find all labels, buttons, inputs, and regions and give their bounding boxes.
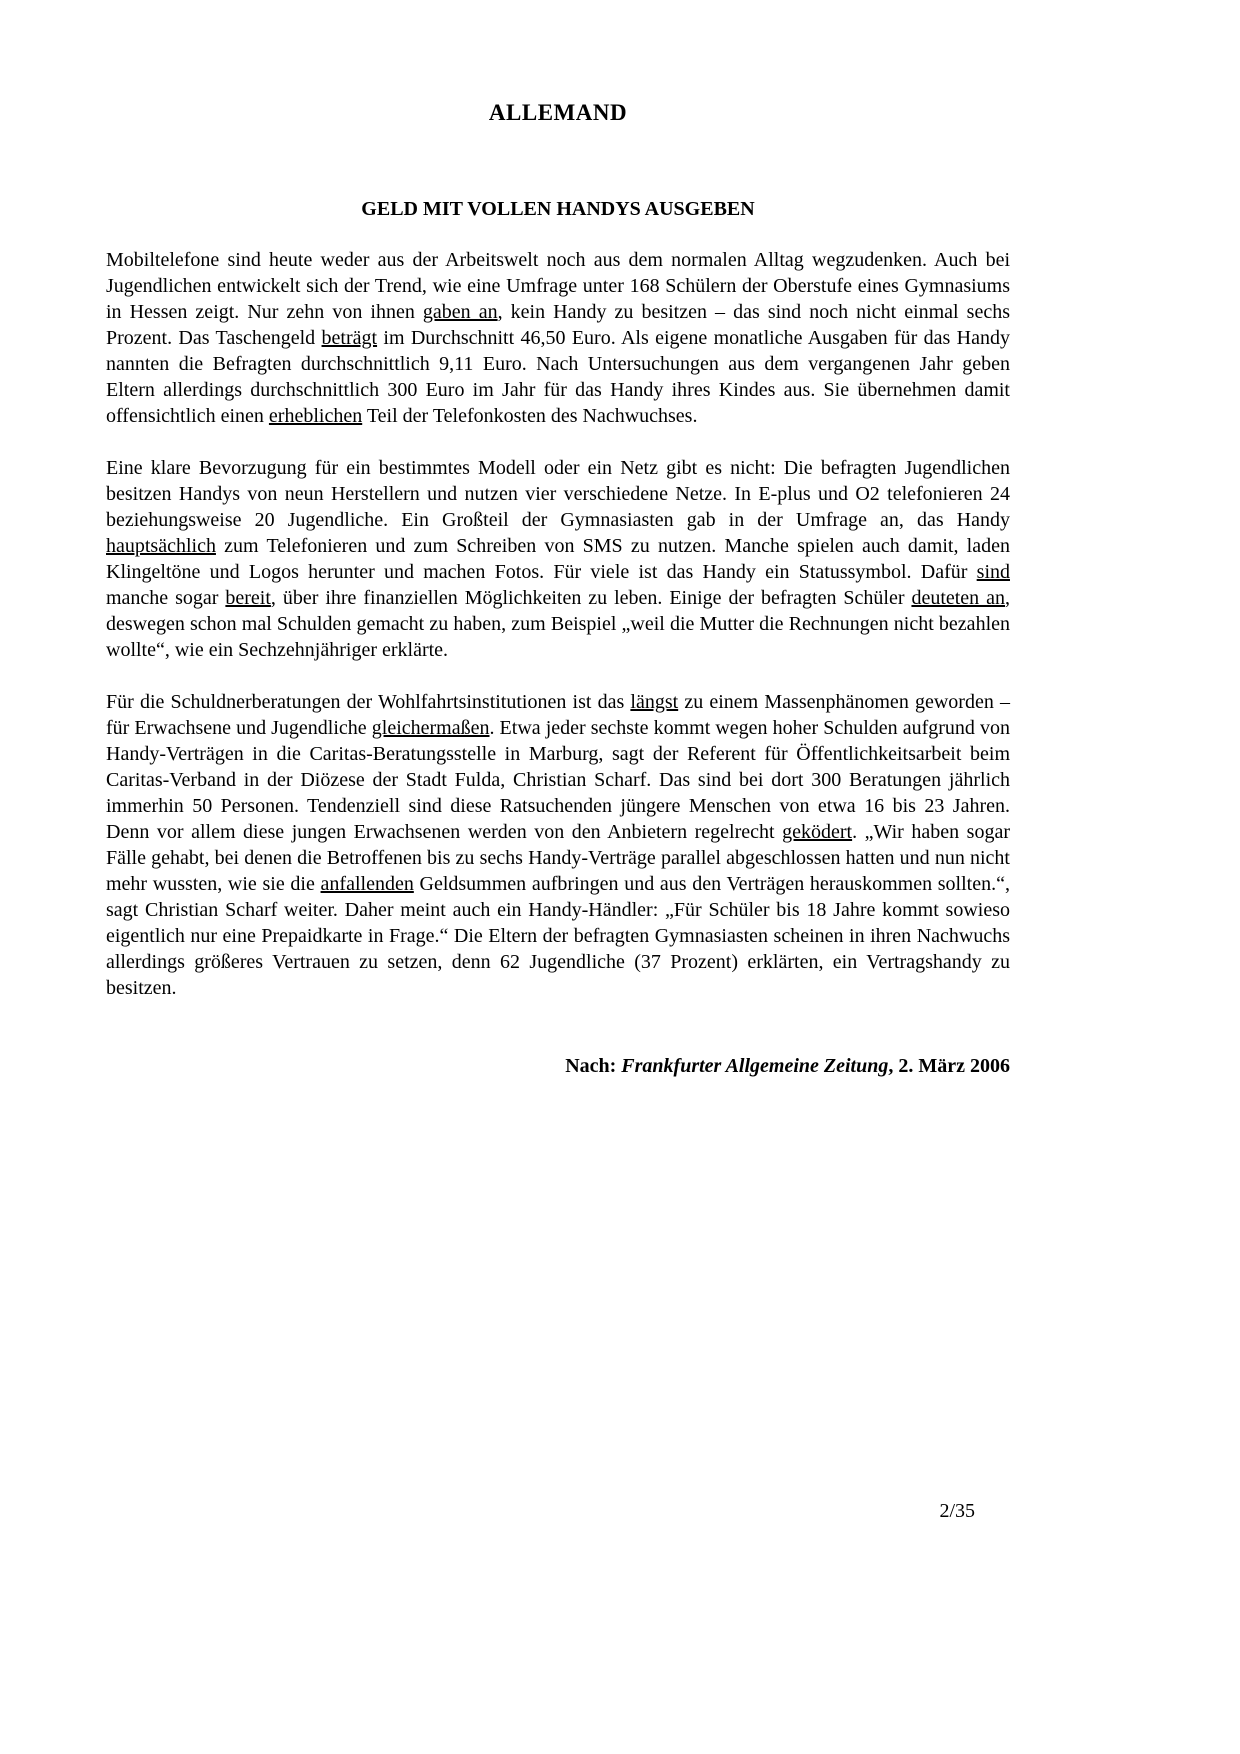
- underlined-term: sind: [976, 561, 1010, 583]
- text-segment: , über ihre finanziellen Möglichkeiten zu leben. Einige der befragten Schüler: [270, 587, 912, 609]
- text-segment: Teil der Telefonkosten des Nachwuchses.: [362, 405, 698, 427]
- paragraph: [106, 689, 1010, 1001]
- text-segment: zum Telefonieren und zum Schreiben von SMS zu nutzen. Manche spielen auch damit, laden Klingeltöne und Logos herunter und machen Fotos. Für viele ist das Handy ein Statussymbol. Dafür: [106, 535, 1010, 583]
- underlined-term: gaben an: [422, 301, 498, 323]
- underlined-term: beträgt: [321, 327, 378, 349]
- underlined-term: bereit: [225, 587, 271, 609]
- source-attribution: [106, 1053, 1010, 1079]
- page-number: 2/35: [939, 1500, 975, 1522]
- text-segment: Geldsummen aufbringen und aus den Verträgen herauskommen sollten.“, sagt Christian Scharf weiter. Daher meint auch ein Handy-Händler: „Für Schüler bis 18 Jahre kommt sowieso eigentlich nur eine Prepaidkarte in Frage.“ Die Eltern der befragten Gymnasiasten scheinen in ihren Nachwuchs allerdings größeres Vertrauen zu setzen, denn 62 Jugendliche (37 Prozent) erklärten, ein Vertragshandy zu besitzen.: [106, 873, 1010, 999]
- page-title: ALLEMAND: [488, 100, 628, 125]
- underlined-term: deuteten an: [911, 587, 1005, 609]
- text-segment: . Etwa jeder sechste kommt wegen hoher Schulden aufgrund von Handy-Verträgen in die Caritas-Beratungsstelle in Marburg, sagt der Referent für Öffentlichkeitsarbeit beim Caritas-Verband in der Diözese der Stadt Fulda, Christian Scharf. Das sind bei dort 300 Beratungen jährlich immerhin 50 Personen. Tendenziell sind diese Ratsuchenden jüngere Menschen von etwa 16 bis 23 Jahren. Denn vor allem diese jungen Erwachsenen werden von den Anbietern regelrecht: [106, 717, 1010, 843]
- text-segment: zu einem Massenphänomen geworden – für Erwachsene und Jugendliche: [106, 691, 1010, 739]
- text-segment: , kein Handy zu besitzen – das sind noch nicht einmal sechs Prozent. Das Taschengeld: [106, 301, 1010, 349]
- underlined-term: geködert: [782, 821, 853, 843]
- text-segment: Für die Schuldnerberatungen der Wohlfahrtsinstitutionen ist das: [106, 691, 631, 713]
- text-segment: im Durchschnitt 46,50 Euro. Als eigene monatliche Ausgaben für das Handy nannten die Befragten durchschnittlich 9,11 Euro. Nach Untersuchungen aus dem vergangenen Jahr geben Eltern allerdings durchschnittlich 300 Euro im Jahr für das Handy ihres Kindes aus. Sie übernehmen damit offensichtlich einen: [106, 327, 1010, 427]
- text-segment: Eine klare Bevorzugung für ein bestimmtes Modell oder ein Netz gibt es nicht: Die befragten Jugendlichen besitzen Handys von neun Herstellern und nutzen vier verschiedene Netze. In E-plus und O2 telefonieren 24 beziehungsweise 20 Jugendliche. Ein Großteil der Gymnasiasten gab in der Umfrage an, das Handy: [106, 457, 1010, 531]
- article-body: [106, 247, 1010, 1001]
- text-segment: Mobiltelefone sind heute weder aus der Arbeitswelt noch aus dem normalen Alltag wegzudenken. Auch bei Jugendlichen entwickelt sich der Trend, wie eine Umfrage unter 168 Schülern der Oberstufe eines Gymnasiums in Hessen zeigt. Nur zehn von ihnen: [106, 249, 1010, 323]
- source-work-title: Frankfurter Allgemeine Zeitung: [621, 1055, 889, 1077]
- text-segment: . „Wir haben sogar Fälle gehabt, bei denen die Betroffenen bis zu sechs Handy-Verträge parallel abgeschlossen hatten und nun nicht mehr wussten, wie sie die: [106, 821, 1010, 895]
- text-segment: , deswegen schon mal Schulden gemacht zu haben, zum Beispiel „weil die Mutter die Rechnungen nicht bezahlen wollte“, wie ein Sechzehnjähriger erklärte.: [106, 587, 1010, 661]
- underlined-term: erheblichen: [268, 405, 363, 427]
- paragraph: [106, 247, 1010, 429]
- text-segment: manche sogar: [106, 587, 226, 609]
- underlined-term: längst: [630, 691, 679, 713]
- article-title: GELD MIT VOLLEN HANDYS AUSGEBEN: [361, 198, 755, 220]
- underlined-term: hauptsächlich: [106, 535, 216, 557]
- underlined-term: anfallenden: [320, 873, 414, 895]
- paragraph: [106, 455, 1010, 663]
- source-prefix: Nach:: [565, 1055, 622, 1077]
- underlined-term: gleichermaßen: [371, 717, 490, 739]
- source-suffix: , 2. März 2006: [888, 1055, 1010, 1077]
